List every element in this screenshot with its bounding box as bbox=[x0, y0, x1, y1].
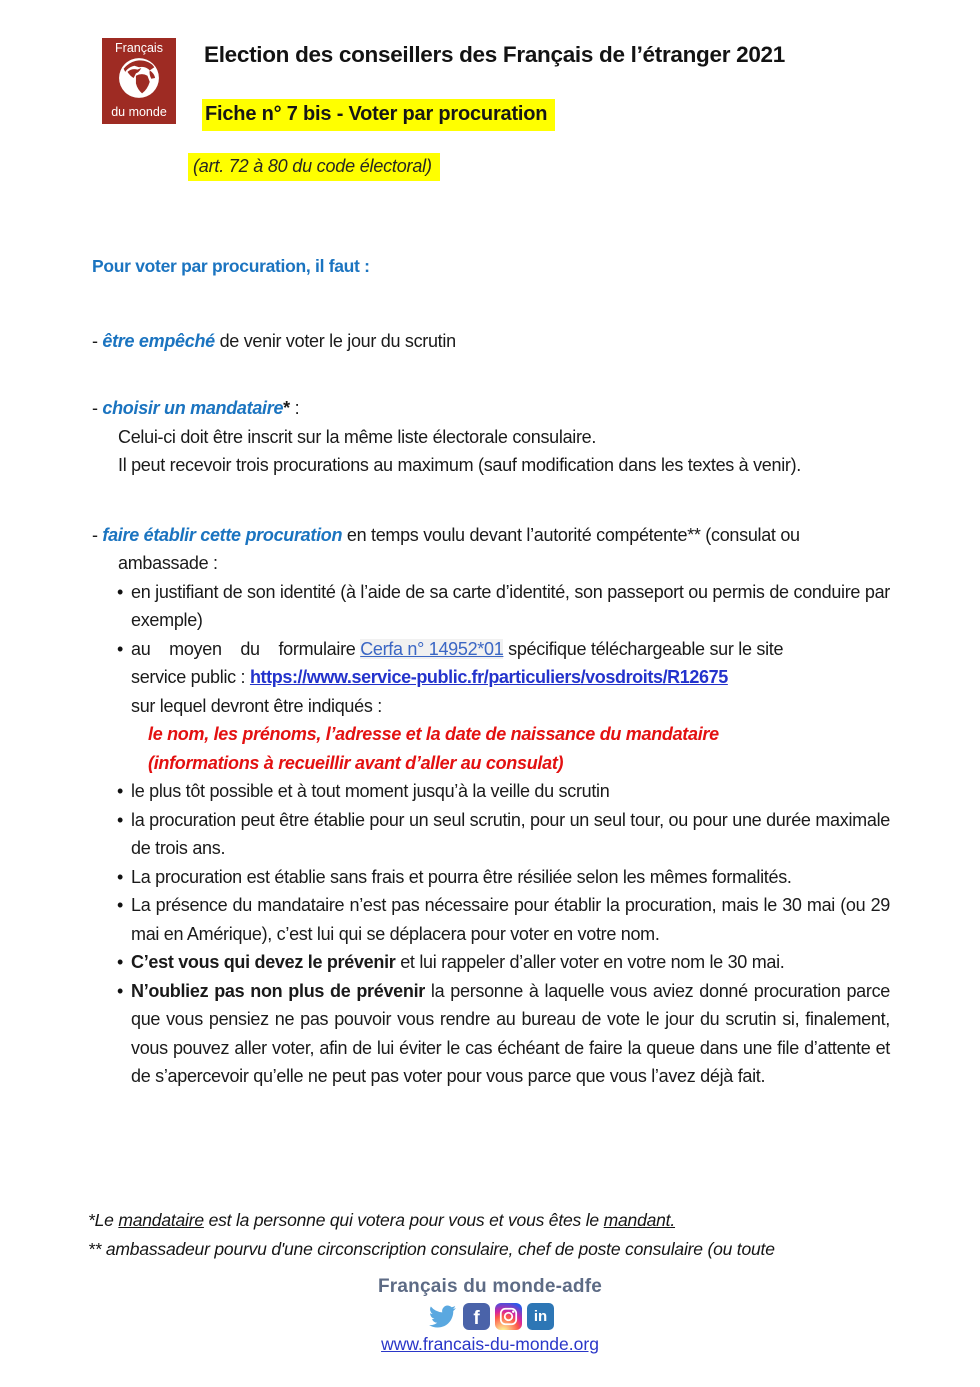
intro-heading: Pour voter par procuration, il faut : bbox=[92, 256, 370, 276]
dash: - bbox=[92, 330, 103, 351]
bullet-text: et lui rappeler d’aller voter en votre nom le 30 mai. bbox=[395, 952, 785, 972]
requirement-choisir-mandataire bbox=[92, 394, 890, 480]
logo-text-bottom: du monde bbox=[111, 105, 167, 119]
logo-text-top: Français bbox=[115, 41, 163, 55]
cerfa-form-link[interactable]: Cerfa n° 14952*01 bbox=[360, 638, 504, 659]
list-item-frais: • La procuration est établie sans frais et pourra être résiliée selon les mêmes formalités. bbox=[118, 863, 890, 892]
requirement-faire-etablir bbox=[92, 521, 890, 1091]
procuration-details-list bbox=[92, 578, 890, 1091]
website-link[interactable]: www.francais-du-monde.org bbox=[381, 1334, 599, 1354]
colon: : bbox=[289, 398, 300, 418]
list-item-delai: • le plus tôt possible et à tout moment jusqu’à la veille du scrutin bbox=[118, 777, 890, 806]
list-item-prevenir-mandataire bbox=[118, 948, 890, 977]
fiche-note: (art. 72 à 80 du code électoral) bbox=[188, 153, 440, 181]
footnote-underlined: mandataire bbox=[118, 1210, 204, 1230]
bullet-text: au moyen du formulaire bbox=[131, 638, 356, 659]
bullet-bold-lead: N’oubliez pas non plus de prévenir bbox=[131, 980, 425, 1001]
requirement-line bbox=[92, 394, 890, 423]
footnote-ambassadeur: ** ambassadeur pourvu d'une circonscription consulaire, chef de poste consulaire (ou toute bbox=[88, 1239, 775, 1259]
fiche-title: Fiche n° 7 bis - Voter par procuration bbox=[202, 99, 555, 131]
dash: - bbox=[92, 524, 103, 545]
requirement-lead: faire établir cette procuration bbox=[102, 524, 343, 545]
francais-du-monde-logo bbox=[102, 38, 176, 124]
org-name: Français du monde-adfe bbox=[378, 1276, 602, 1297]
list-item-formulaire bbox=[118, 635, 890, 778]
requirement-lead: choisir un mandataire bbox=[102, 398, 284, 418]
linkedin-icon[interactable]: in bbox=[527, 1303, 554, 1330]
requirement-lead: être empêché bbox=[102, 330, 215, 351]
instagram-icon[interactable] bbox=[495, 1303, 522, 1330]
facebook-icon[interactable]: f bbox=[463, 1303, 490, 1330]
footnotes bbox=[88, 1206, 938, 1264]
bullet-text: sur lequel devront être indiqués : bbox=[131, 695, 382, 716]
requirement-rest: de venir voter le jour du scrutin bbox=[214, 330, 456, 351]
list-item-prevenir-personne bbox=[118, 977, 890, 1091]
requirement-rest: en temps voulu devant l’autorité compétente** (consulat ou bbox=[342, 524, 800, 545]
requirement-line bbox=[92, 521, 890, 578]
page-title: Election des conseillers des Français de l’étranger 2021 bbox=[204, 42, 785, 67]
page-footer bbox=[0, 1276, 980, 1355]
required-info-line-2: (informations à recueillir avant d’aller au consulat) bbox=[148, 752, 564, 773]
mandataire-detail-2: Il peut recevoir trois procurations au maximum (sauf modification dans les textes à venir). bbox=[118, 455, 801, 475]
list-item-presence: • La présence du mandataire n’est pas nécessaire pour établir la procuration, mais le 30 mai (ou 29 mai en Amérique), c’est lui qui se déplacera pour voter en votre nom. bbox=[118, 891, 890, 948]
bullet-text: la personne à laquelle vous aviez donné procuration parce que vous pensiez ne pas pouvoir vous rendre au bureau de vote le jour du scrutin si, finalement, vous pouvez aller voter, afin de lui éviter le cas échéant de faire la queue dans une file d’attente et de s’apercevoir qu’elle ne peut pas voter pour vous parce que vous l’avez déjà fait. bbox=[131, 980, 890, 1086]
bullet-bold-lead: C’est vous qui devez le prévenir bbox=[131, 952, 396, 972]
footnote-underlined: mandant. bbox=[603, 1210, 676, 1230]
list-item-duree: • la procuration peut être établie pour un seul scrutin, pour un seul tour, ou pour une durée maximale de trois ans. bbox=[118, 806, 890, 863]
requirement-wrap: ambassade : bbox=[118, 553, 218, 573]
service-public-link[interactable]: https://www.service-public.fr/particuliers/vosdroits/R12675 bbox=[249, 667, 728, 687]
mandataire-detail-1: Celui-ci doit être inscrit sur la même liste électorale consulaire. bbox=[118, 426, 597, 447]
list-item-identite: • en justifiant de son identité (à l’aide de sa carte d’identité, son passeport ou permis de conduire par exemple) bbox=[118, 578, 890, 635]
twitter-icon[interactable] bbox=[426, 1303, 458, 1330]
social-icons-row bbox=[0, 1302, 980, 1330]
footnote-star: * bbox=[283, 398, 290, 418]
required-info-line-1: le nom, les prénoms, l’adresse et la date de naissance du mandataire bbox=[148, 724, 719, 744]
requirement-etre-empeche bbox=[92, 327, 890, 356]
footnote-text: est la personne qui votera pour vous et vous êtes le bbox=[203, 1210, 604, 1230]
bullet-text: service public : bbox=[131, 667, 250, 687]
main-content bbox=[92, 252, 890, 1091]
globe-icon bbox=[116, 55, 162, 106]
footnote-text: *Le bbox=[88, 1210, 119, 1230]
footnote-mandataire bbox=[88, 1206, 938, 1235]
bullet-text: spécifique téléchargeable sur le site bbox=[503, 638, 784, 659]
dash: - bbox=[92, 398, 103, 418]
